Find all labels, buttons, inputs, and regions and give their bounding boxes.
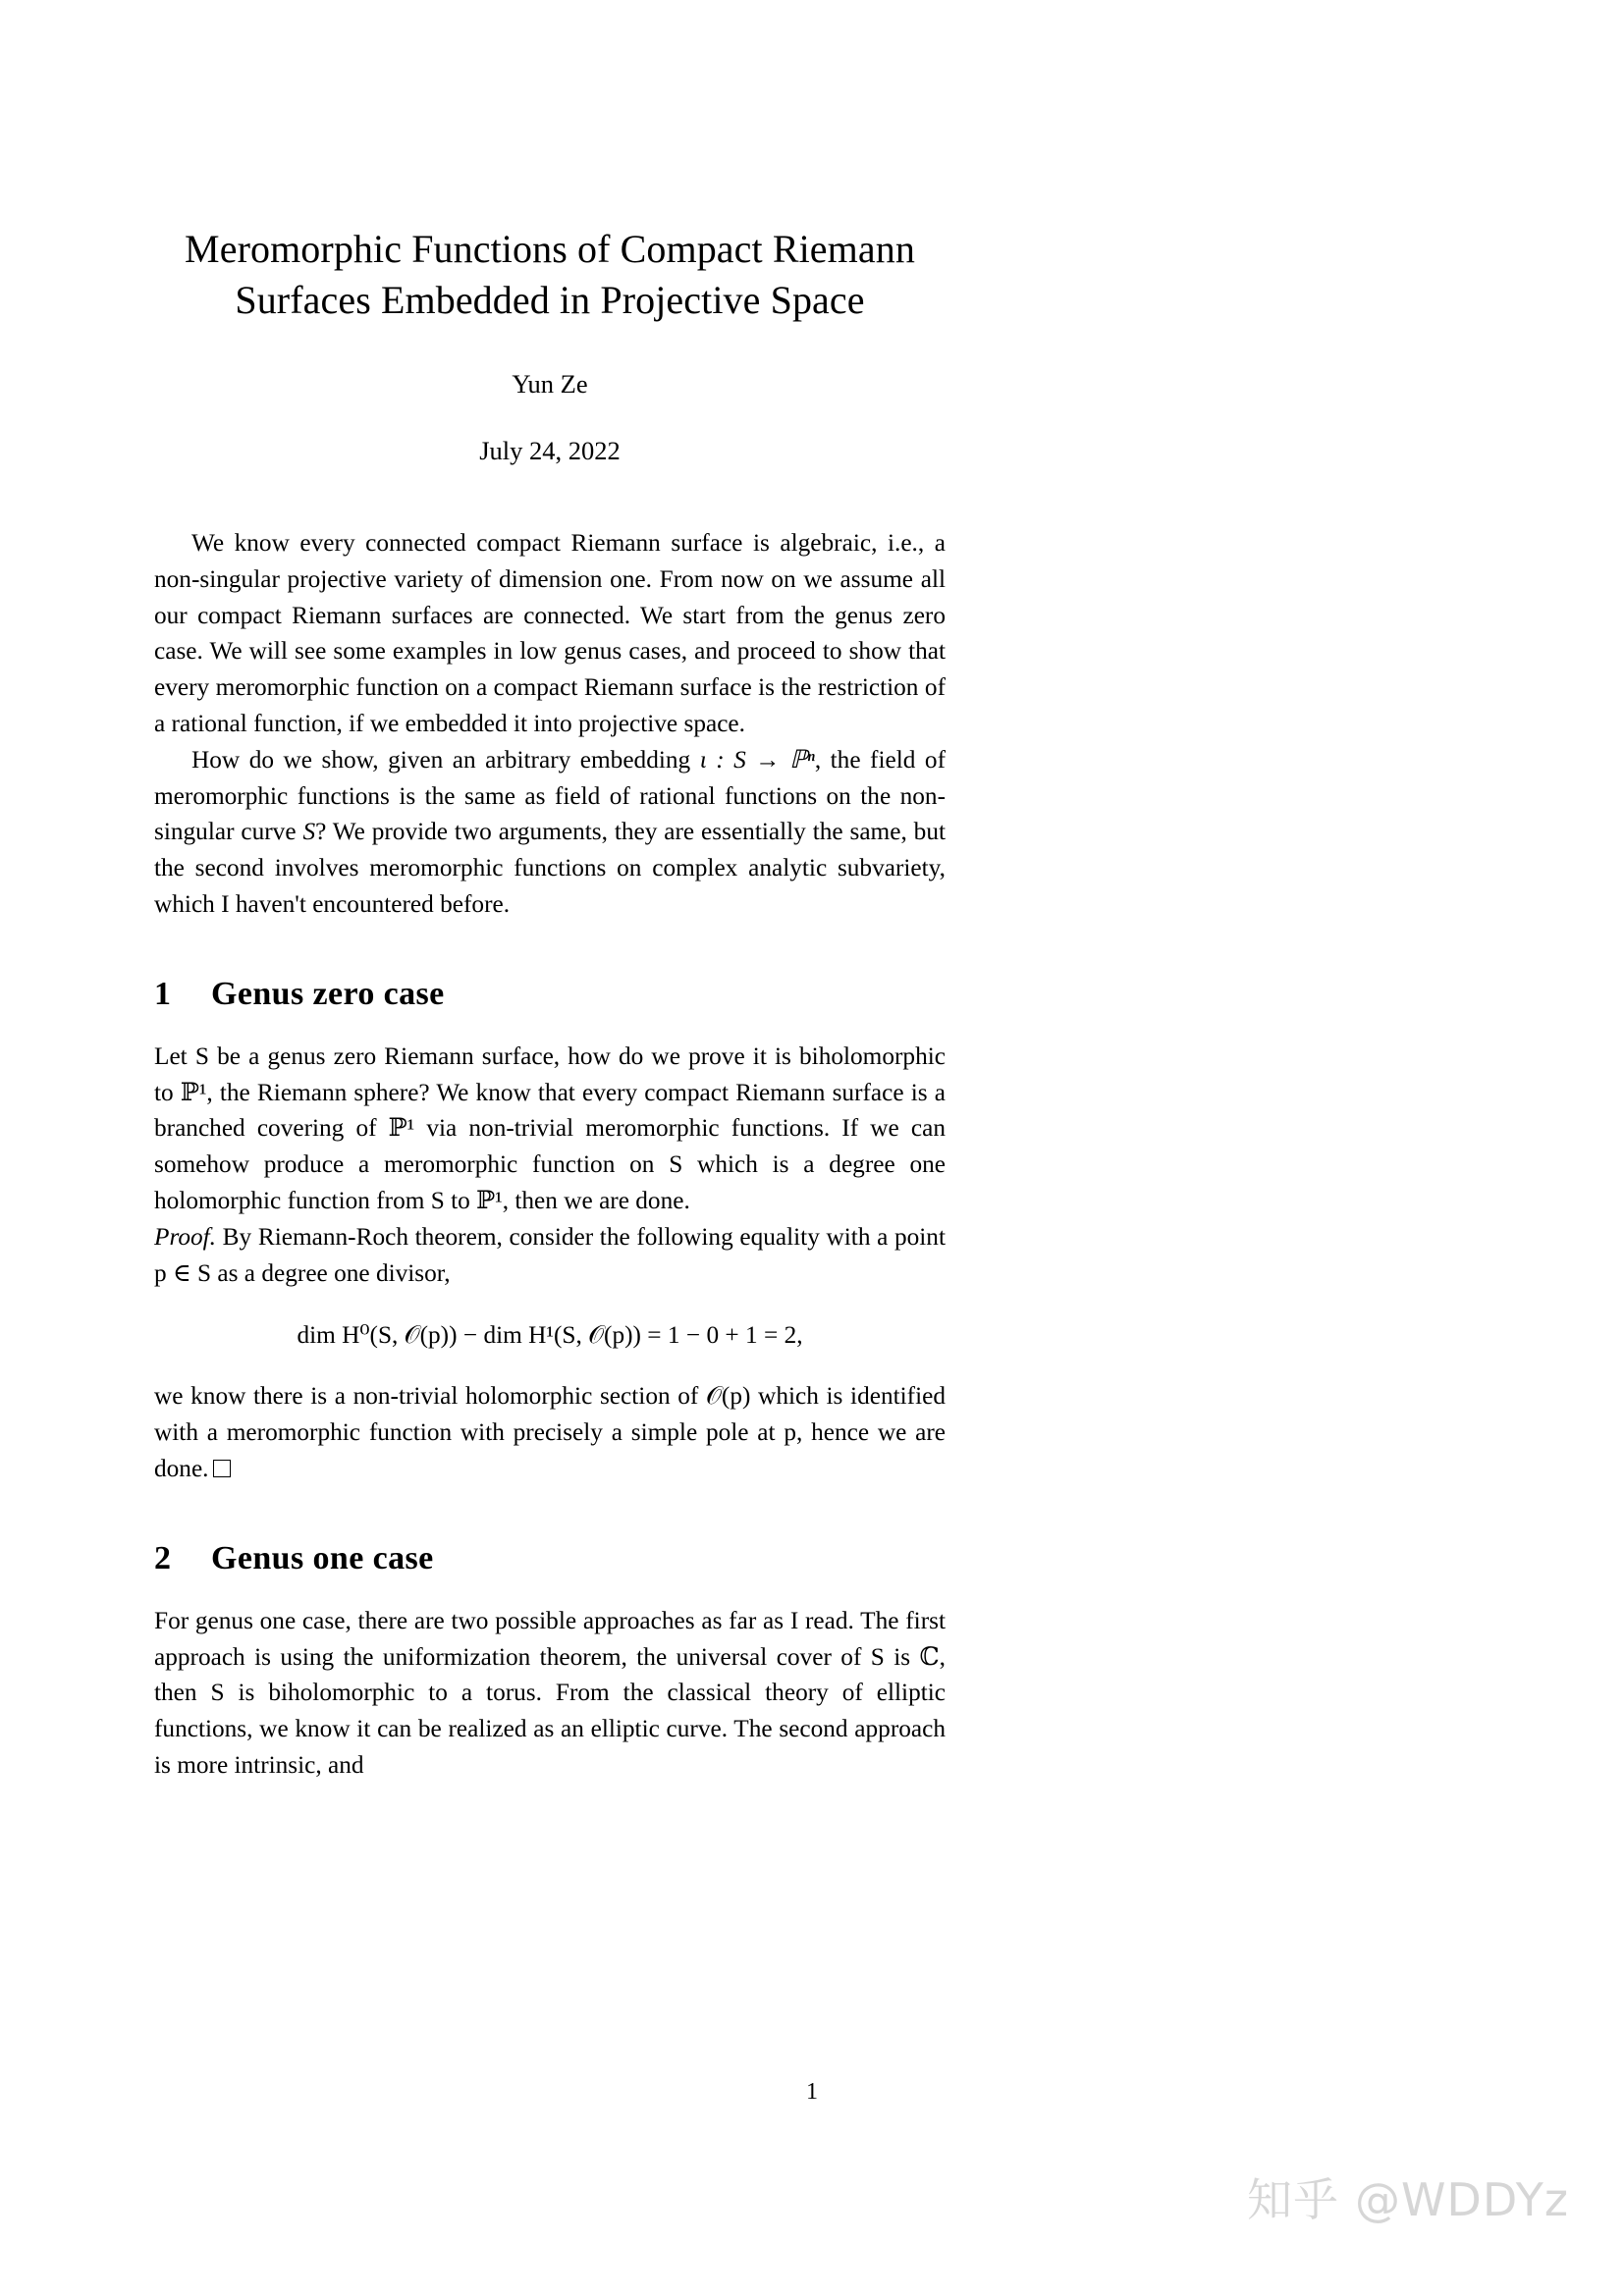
proof-conclusion [154,1378,946,1486]
publication-date: July 24, 2022 [479,436,621,465]
section-heading-1 [154,976,946,1013]
intro-p2-text-1: How do we show, given an arbitrary embedding [191,745,700,774]
proof-label: Proof. [154,1222,217,1251]
proof-intro-text: By Riemann-Roch theorem, consider the following equality with a point p ∈ S as a degree one divisor, [154,1222,946,1287]
section-1-title: Genus zero case [211,975,445,1012]
title-line-1: Meromorphic Functions of Compact Riemann [185,227,915,271]
page-number: 1 [806,2079,818,2105]
page-title [154,224,946,326]
section-2-paragraph: For genus one case, there are two possible approaches as far as I read. The first approach is using the uniformization theorem, the universal cover of S is ℂ, then S is biholomorphic to a torus. From the classical theory of elliptic functions, we know it can be realized as an elliptic curve. The second approach is more intrinsic, and [154,1606,946,1779]
intro-paragraph-1: We know every connected compact Riemann surface is algebraic, i.e., a non-singular projective variety of dimension one. From now on we assume all our compact Riemann surfaces are connected. We start from the genus zero case. We will see some examples in low genus cases, and proceed to show that every meromorphic function on a compact Riemann surface is the restriction of a rational function, if we embedded it into projective space. [154,529,946,737]
intro-p2-text-2: , the field of meromorphic functions is the same as field of rational functions on the non-singular curve [154,745,946,846]
section-1-paragraph: Let S be a genus zero Riemann surface, how do we prove it is biholomorphic to ℙ¹, the Riemann sphere? We know that every compact Riemann surface is a branched covering of ℙ¹ via non-trivial meromorphic functions. If we can somehow produce a meromorphic function on S which is a degree one holomorphic function from S to ℙ¹, then we are done. [154,1041,946,1214]
qed-box-icon [213,1460,231,1477]
zhihu-logo-text: 知乎 [1246,2173,1339,2226]
section-2-title: Genus one case [211,1539,434,1576]
section-2-number: 2 [154,1539,172,1576]
author-name: Yun Ze [512,369,588,399]
curve-variable: S [302,818,316,846]
section-heading-2 [154,1540,946,1577]
embedding-math: ι : S → ℙⁿ [699,745,815,774]
watermark-handle: @WDDYz [1354,2173,1569,2226]
zhihu-watermark [1247,2164,1569,2229]
section-1-number: 1 [154,975,172,1012]
intro-paragraph-2 [154,742,946,923]
intro-p2-text-3: ? We provide two arguments, they are essentially the same, but the second involves meromorphic functions on complex analytic subvariety, which I haven't encountered before. [154,818,946,918]
proof-intro [154,1219,946,1292]
page-content [154,0,946,1784]
title-line-2: Surfaces Embedded in Projective Space [235,278,865,322]
riemann-roch-equation: dim H⁰(S, 𝒪(p)) − dim H¹(S, 𝒪(p)) = 1 − 0 + 1 = 2, [297,1321,803,1350]
proof-outro-text: we know there is a non-trivial holomorphic section of 𝒪(p) which is identified with a meromorphic function with precisely a simple pole at p, hence we are done. [154,1382,946,1482]
